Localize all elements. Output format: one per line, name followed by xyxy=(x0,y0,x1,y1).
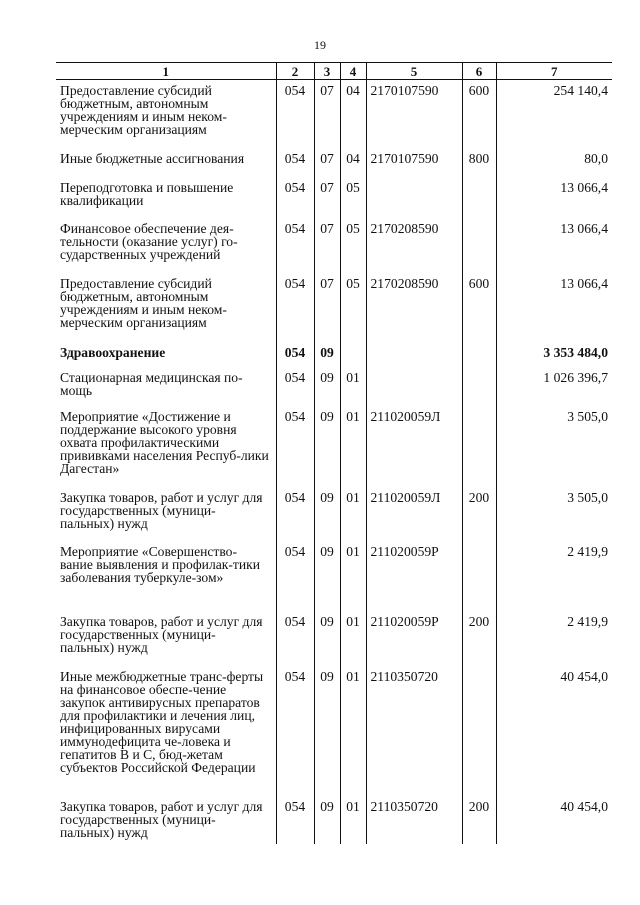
row-subsection xyxy=(340,342,366,367)
row-section: 07 xyxy=(314,80,340,148)
row-ministry-code: 054 xyxy=(276,611,314,666)
row-expense-type xyxy=(462,406,496,487)
row-amount: 40 454,0 xyxy=(496,796,612,844)
row-name: Закупка товаров, работ и услуг для государственных (муници-пальных) нужд xyxy=(60,798,263,840)
row-subsection: 01 xyxy=(340,487,366,541)
row-expense-type xyxy=(462,367,496,406)
row-section: 09 xyxy=(314,666,340,796)
row-target-article: 2170107590 xyxy=(366,148,462,177)
row-ministry-code: 054 xyxy=(276,487,314,541)
row-target-article: 211020059Р xyxy=(366,541,462,611)
row-name: Здравоохранение xyxy=(60,344,166,360)
row-expense-type: 200 xyxy=(462,611,496,666)
row-name: Стационарная медицинская по-мощь xyxy=(60,369,243,398)
table-row xyxy=(56,80,612,148)
row-name: Мероприятие «Достижение и поддержание высокого уровня охвата профилактическими прививками населения Респуб-лики Дагестан» xyxy=(60,408,269,476)
row-name: Мероприятие «Совершенство-вание выявления и профилак-тики заболевания туберкуле-зом» xyxy=(60,543,260,585)
page-number: 19 xyxy=(314,38,326,52)
row-section: 09 xyxy=(314,406,340,487)
row-name: Закупка товаров, работ и услуг для государственных (муници-пальных) нужд xyxy=(60,613,263,655)
table-row xyxy=(56,367,612,406)
header-col-2: 2 xyxy=(276,63,314,80)
row-amount: 13 066,4 xyxy=(496,177,612,218)
row-section: 09 xyxy=(314,541,340,611)
header-col-5: 5 xyxy=(366,63,462,80)
table-row xyxy=(56,666,612,796)
table-row xyxy=(56,611,612,666)
row-ministry-code: 054 xyxy=(276,796,314,844)
row-name: Переподготовка и повышение квалификации xyxy=(60,179,234,208)
row-expense-type xyxy=(462,342,496,367)
table-row xyxy=(56,218,612,273)
row-ministry-code: 054 xyxy=(276,80,314,148)
row-ministry-code: 054 xyxy=(276,342,314,367)
header-col-6: 6 xyxy=(462,63,496,80)
row-target-article: 2110350720 xyxy=(366,796,462,844)
budget-table xyxy=(56,62,612,844)
row-amount: 254 140,4 xyxy=(496,80,612,148)
row-section: 09 xyxy=(314,796,340,844)
row-subsection: 01 xyxy=(340,611,366,666)
row-section: 07 xyxy=(314,177,340,218)
row-target-article: 2110350720 xyxy=(366,666,462,796)
row-amount: 3 505,0 xyxy=(496,406,612,487)
table-row xyxy=(56,796,612,844)
row-ministry-code: 054 xyxy=(276,367,314,406)
row-ministry-code: 054 xyxy=(276,177,314,218)
row-subsection: 04 xyxy=(340,148,366,177)
row-expense-type: 800 xyxy=(462,148,496,177)
row-amount: 3 505,0 xyxy=(496,487,612,541)
header-col-4: 4 xyxy=(340,63,366,80)
row-amount: 2 419,9 xyxy=(496,541,612,611)
row-subsection: 01 xyxy=(340,796,366,844)
row-amount: 13 066,4 xyxy=(496,218,612,273)
row-expense-type xyxy=(462,541,496,611)
row-section: 09 xyxy=(314,487,340,541)
row-target-article xyxy=(366,367,462,406)
row-ministry-code: 054 xyxy=(276,666,314,796)
row-target-article: 2170208590 xyxy=(366,218,462,273)
row-amount: 40 454,0 xyxy=(496,666,612,796)
table-row-section-total xyxy=(56,342,612,367)
row-amount: 1 026 396,7 xyxy=(496,367,612,406)
row-section: 07 xyxy=(314,148,340,177)
table-row xyxy=(56,406,612,487)
row-expense-type: 600 xyxy=(462,273,496,342)
row-target-article xyxy=(366,177,462,218)
row-subsection: 01 xyxy=(340,666,366,796)
row-name: Иные бюджетные ассигнования xyxy=(60,150,245,166)
row-expense-type xyxy=(462,666,496,796)
header-col-3: 3 xyxy=(314,63,340,80)
header-col-7: 7 xyxy=(496,63,612,80)
row-ministry-code: 054 xyxy=(276,406,314,487)
table-row xyxy=(56,541,612,611)
row-section: 07 xyxy=(314,273,340,342)
row-ministry-code: 054 xyxy=(276,218,314,273)
row-amount: 13 066,4 xyxy=(496,273,612,342)
row-subsection: 01 xyxy=(340,406,366,487)
row-section: 07 xyxy=(314,218,340,273)
table-row xyxy=(56,273,612,342)
row-target-article: 211020059Р xyxy=(366,611,462,666)
row-target-article xyxy=(366,342,462,367)
row-expense-type: 200 xyxy=(462,796,496,844)
row-expense-type: 600 xyxy=(462,80,496,148)
row-ministry-code: 054 xyxy=(276,273,314,342)
row-subsection: 04 xyxy=(340,80,366,148)
row-expense-type: 200 xyxy=(462,487,496,541)
row-subsection: 05 xyxy=(340,177,366,218)
row-amount: 2 419,9 xyxy=(496,611,612,666)
header-col-1: 1 xyxy=(56,63,276,80)
row-target-article: 2170208590 xyxy=(366,273,462,342)
row-target-article: 211020059Л xyxy=(366,406,462,487)
row-expense-type xyxy=(462,177,496,218)
row-name: Иные межбюджетные транс-ферты на финансовое обеспе-чение закупок антивирусных препаратов для профилактики и лечения лиц, инфицированных вирусами иммунодефицита че-ловека и гепатитов В и С, бюд-жетам субъектов Российской Федерации xyxy=(60,668,264,775)
row-subsection: 01 xyxy=(340,541,366,611)
row-target-article: 211020059Л xyxy=(366,487,462,541)
row-name: Финансовое обеспечение дея-тельности (оказание услуг) го-сударственных учреждений xyxy=(60,220,238,262)
row-name: Предоставление субсидий бюджетным, автономным учреждениям и иным неком-мерческим организациям xyxy=(60,275,227,330)
table-row xyxy=(56,177,612,218)
table-row xyxy=(56,487,612,541)
row-section: 09 xyxy=(314,367,340,406)
row-name: Закупка товаров, работ и услуг для государственных (муници-пальных) нужд xyxy=(60,489,263,531)
row-ministry-code: 054 xyxy=(276,541,314,611)
row-subsection: 01 xyxy=(340,367,366,406)
row-name: Предоставление субсидий бюджетным, автономным учреждениям и иным неком-мерческим организациям xyxy=(60,83,227,137)
row-ministry-code: 054 xyxy=(276,148,314,177)
row-amount: 80,0 xyxy=(496,148,612,177)
row-subsection: 05 xyxy=(340,218,366,273)
row-section: 09 xyxy=(314,611,340,666)
table-header-row xyxy=(56,63,612,80)
row-target-article: 2170107590 xyxy=(366,80,462,148)
row-section: 09 xyxy=(314,342,340,367)
row-subsection: 05 xyxy=(340,273,366,342)
row-expense-type xyxy=(462,218,496,273)
row-amount: 3 353 484,0 xyxy=(496,342,612,367)
table-row xyxy=(56,148,612,177)
